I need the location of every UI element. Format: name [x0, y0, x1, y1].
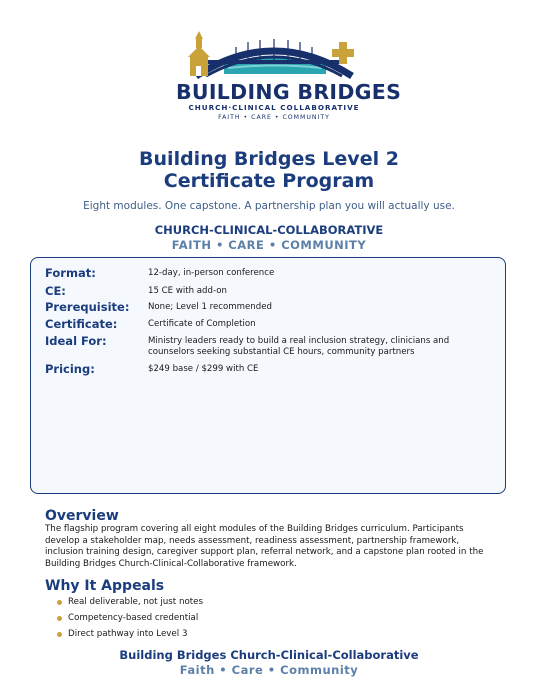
detail-label: Format: [45, 266, 96, 280]
detail-label: Pricing: [45, 362, 95, 376]
footer-organization: Building Bridges Church-Clinical-Collaborative [119, 648, 419, 662]
detail-value: 15 CE with add-on [148, 286, 227, 296]
page-title-line-2: Certificate Program [163, 170, 375, 192]
program-details-box [30, 257, 506, 494]
bridge-emblem-icon [176, 30, 372, 80]
detail-value: $249 base / $299 with CE [148, 364, 259, 374]
list-item [45, 628, 203, 644]
overview-text: The flagship program covering all eight modules of the Building Bridges curriculum. Participants develop a stakeholder map, needs assessment, readiness assessment, partnership framework, inclusion training design, caregiver support plan, referral network, and a capstone plan rooted in the Building Bridges Church-Clinical-Collaborative framework. [45, 524, 484, 569]
detail-value: Ministry leaders ready to build a real inclusion strategy, clinicians and counselors seeking substantial CE hours, community partners [148, 336, 450, 357]
list-item-text: Competency-based credential [68, 613, 199, 623]
detail-label: Prerequisite: [45, 300, 130, 314]
collaborative-tagline: FAITH • CARE • COMMUNITY [171, 238, 367, 252]
footer-tagline: Faith • Care • Community [179, 663, 359, 677]
bullet-icon [57, 616, 62, 621]
detail-value: Certificate of Completion [148, 319, 256, 329]
detail-label: CE: [45, 284, 66, 298]
logo-title: BUILDING BRIDGES [176, 80, 402, 104]
list-item [45, 612, 203, 628]
page-subtitle: Eight modules. One capstone. A partnership plan you will actually use. [83, 200, 455, 212]
overview-heading: Overview [45, 508, 119, 524]
logo-tagline: FAITH • CARE • COMMUNITY [218, 114, 330, 121]
page-title [0, 148, 538, 192]
detail-value: None; Level 1 recommended [148, 302, 272, 312]
page-title-line-1: Building Bridges Level 2 [139, 148, 399, 170]
why-it-appeals-heading: Why It Appeals [45, 578, 165, 594]
detail-value: 12-day, in-person conference [148, 268, 275, 278]
collaborative-heading: CHURCH-CLINICAL-COLLABORATIVE [154, 223, 384, 237]
logo-subtitle: CHURCH·CLINICAL COLLABORATIVE [188, 103, 360, 112]
list-item [45, 596, 203, 612]
list-item-text: Direct pathway into Level 3 [68, 629, 188, 639]
detail-label: Certificate: [45, 317, 118, 331]
bullet-icon [57, 600, 62, 605]
brand-logo [176, 30, 402, 126]
bullet-icon [57, 632, 62, 637]
list-item-text: Real deliverable, not just notes [68, 597, 204, 607]
detail-label: Ideal For: [45, 334, 107, 348]
appeals-list [45, 596, 203, 644]
